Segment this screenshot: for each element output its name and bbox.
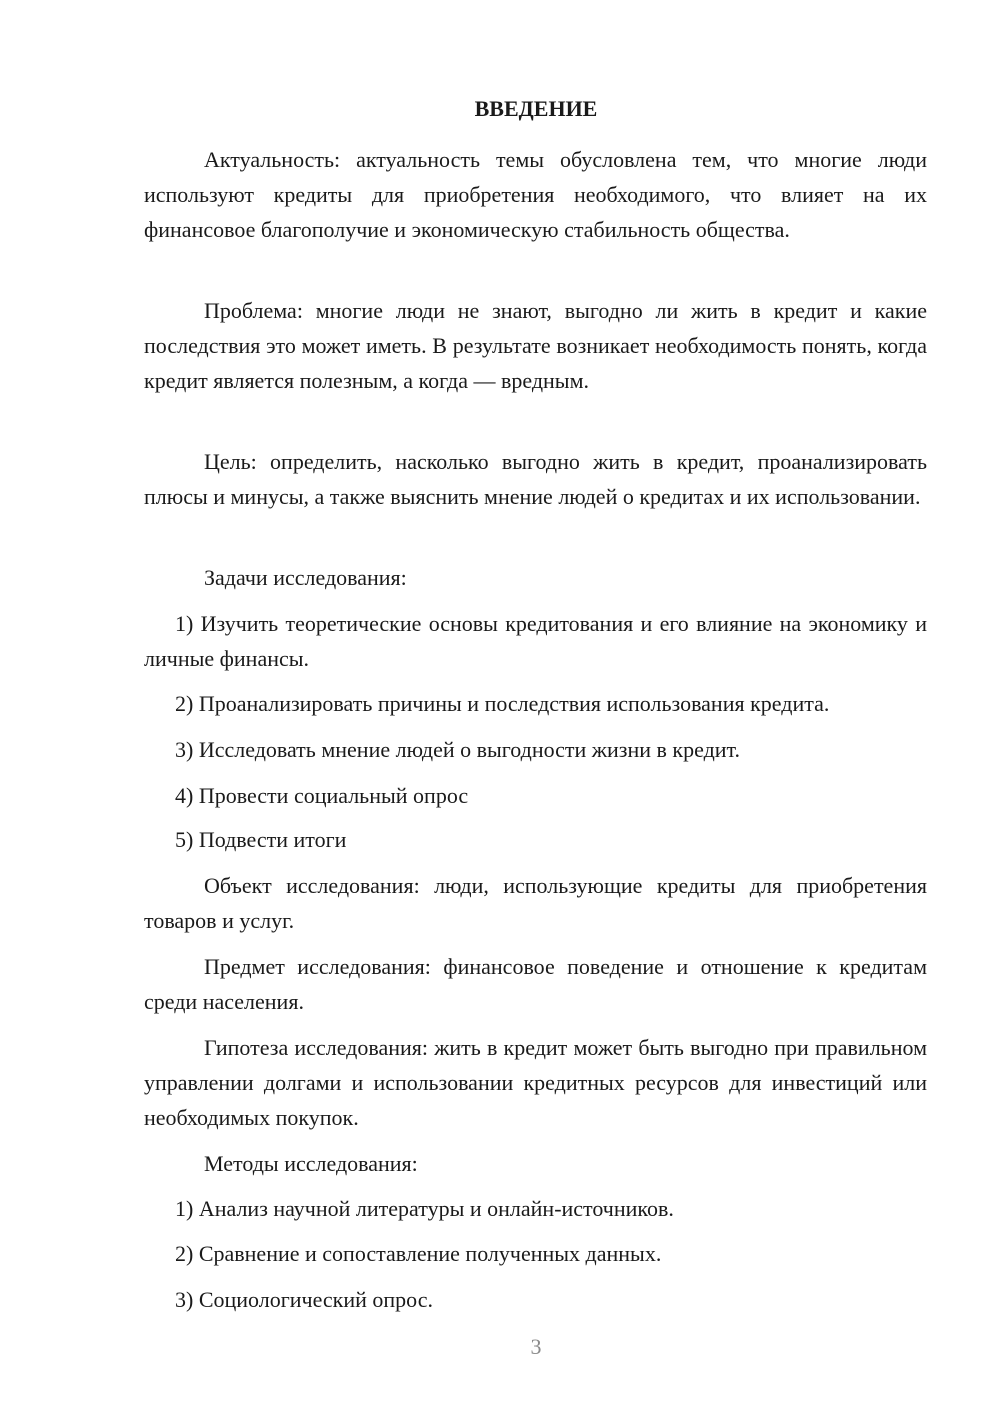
task-item-4 (175, 778, 958, 813)
paragraph-relevance (144, 142, 927, 247)
page-number: 3 (530, 1334, 542, 1359)
paragraph-text: Цель: определить, насколько выгодно жить в кредит, проанализировать плюсы и минусы, а также выяснить мнение людей о кредитах и их использовании. (144, 449, 927, 509)
task-item-1 (144, 606, 927, 676)
paragraph-subject (144, 949, 927, 1019)
paragraph-text: Объект исследования: люди, использующие кредиты для приобретения товаров и услуг. (144, 873, 927, 933)
heading-text: Методы исследования: (204, 1151, 418, 1176)
task-item-5 (175, 822, 958, 857)
paragraph-goal (144, 444, 927, 514)
method-item-2 (175, 1236, 958, 1271)
page-title: ВВЕДЕНИЕ (474, 96, 598, 121)
paragraph-hypothesis (144, 1030, 927, 1135)
list-item: 5) Подвести итоги (175, 827, 347, 852)
paragraph-text: Гипотеза исследования: жить в кредит может быть выгодно при правильном управлении долгами и использовании кредитных ресурсов для инвестиций или необходимых покупок. (144, 1035, 927, 1130)
paragraph-object (144, 868, 927, 938)
heading-text: Задачи исследования: (204, 565, 407, 590)
list-item: 1) Изучить теоретические основы кредитования и его влияние на экономику и личные финансы. (144, 611, 927, 671)
tasks-heading (144, 560, 927, 595)
paragraph-text: Проблема: многие люди не знают, выгодно ли жить в кредит и какие последствия это может иметь. В результате возникает необходимость понять, когда кредит является полезным, а когда — вредным. (144, 298, 927, 393)
paragraph-text: Предмет исследования: финансовое поведение и отношение к кредитам среди населения. (144, 954, 927, 1014)
task-item-3 (175, 732, 958, 767)
list-item: 1) Анализ научной литературы и онлайн-источников. (175, 1196, 674, 1221)
paragraph-text: Актуальность: актуальность темы обусловлена тем, что многие люди используют кредиты для приобретения необходимого, что влияет на их финансовое благополучие и экономическую стабильность общества. (144, 147, 927, 242)
method-item-1 (175, 1191, 958, 1226)
method-item-3 (175, 1282, 958, 1317)
list-item: 3) Социологический опрос. (175, 1287, 433, 1312)
paragraph-problem (144, 293, 927, 398)
list-item: 3) Исследовать мнение людей о выгодности жизни в кредит. (175, 737, 740, 762)
list-item: 4) Провести социальный опрос (175, 783, 469, 808)
methods-heading (144, 1146, 927, 1181)
list-item: 2) Проанализировать причины и последствия использования кредита. (175, 691, 830, 716)
task-item-2 (175, 686, 935, 721)
list-item: 2) Сравнение и сопоставление полученных данных. (175, 1241, 662, 1266)
